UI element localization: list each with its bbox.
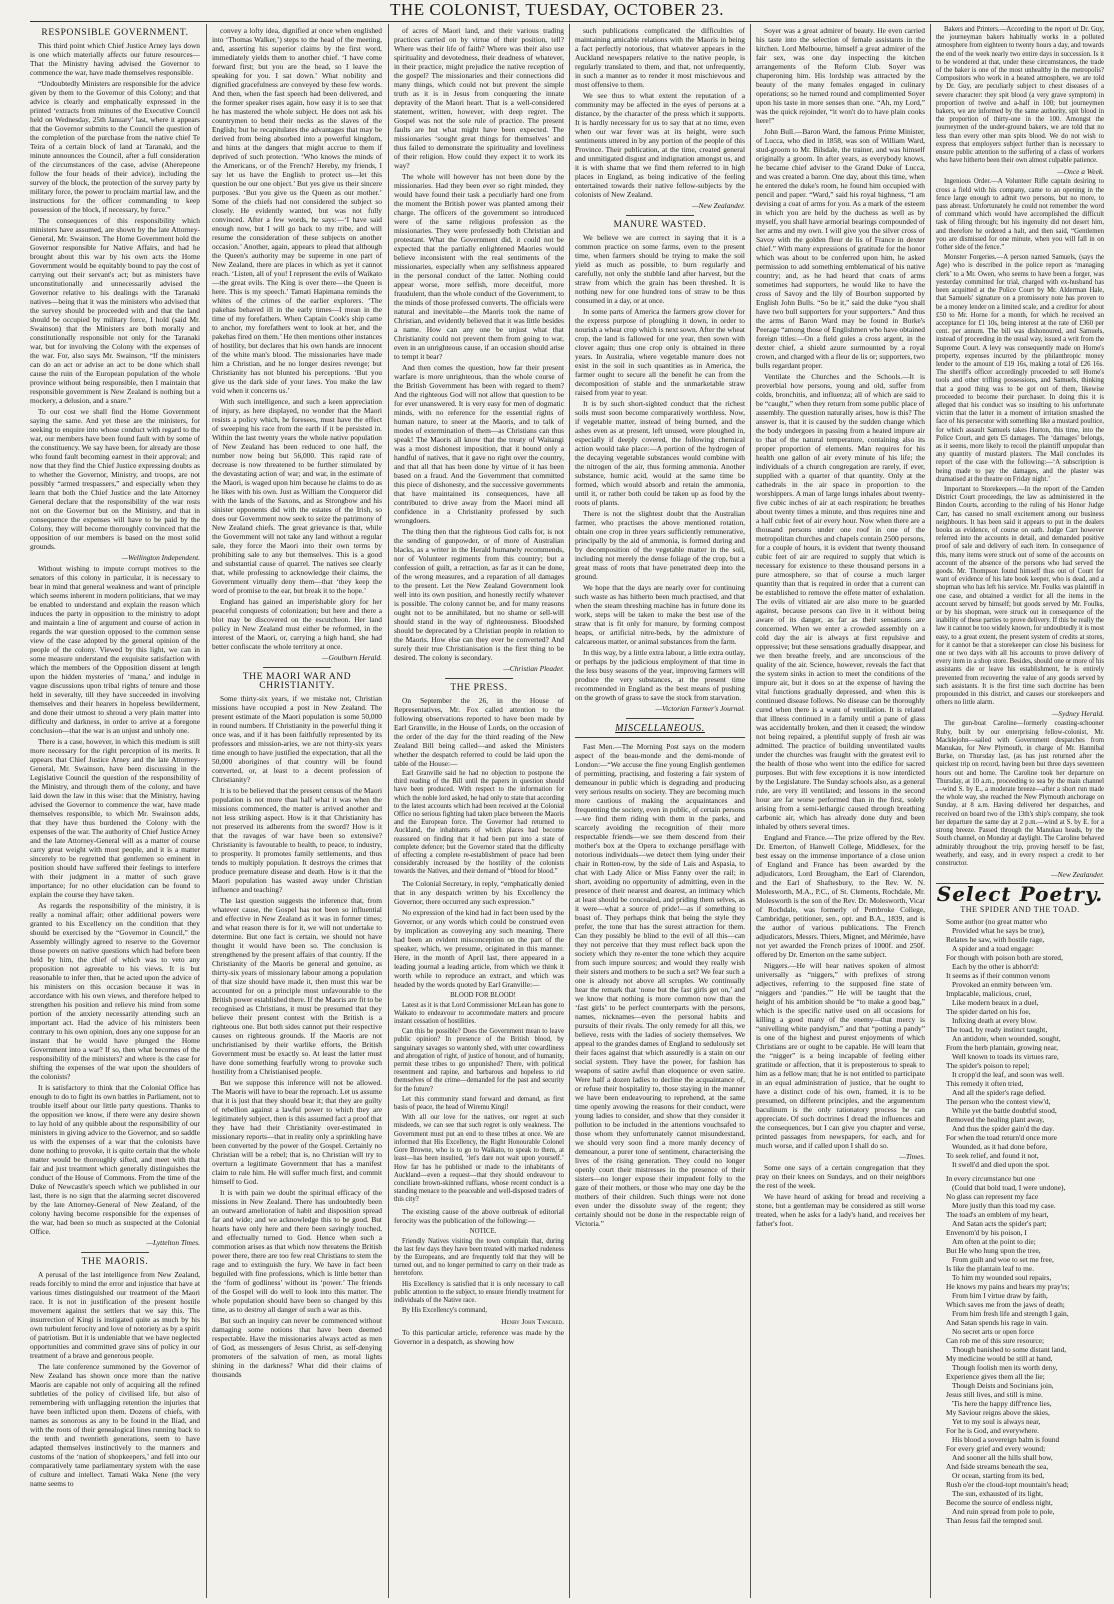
column-3: [394, 26, 564, 1598]
source-byline: —Sydney Herald.: [1051, 709, 1104, 719]
paragraph: Bakers and Printers.—According to the report of Dr. Guy, the journeyman bakers habitually works in a polluted atmosphere from eighteen to twenty hours a day, and towards the end of the week nearly two entire days in succession. Is it to be wondered at that, under these circumstances, the trade of the baker is one of the most unhealthy in the metropolis? Compositors who work in a heated atmosphere, we are told by Dr. Guy, are peculiarly subject to chest diseases of a severe character: they spit blood (a very grave symptom) in proportion of twelve and a-half in 100; but journeymen bakers, we are informed by the same authority, spit blood in the proportion of thirty-one in the 100. Amongst the journeymen of the under-ground bakers, we are told that no less than every other man spits blood. We do not wish to express that employers subject further than is necessary to ensure public attention to the suffering of a class of workers who have hitherto been their own almost culpable patience.: [936, 26, 1104, 165]
article-heading: THE MAORI WAR AND CHRISTIANITY.: [242, 672, 352, 691]
separator: [81, 1252, 149, 1253]
paragraph: Latest as it is that Lord Commissioner McLean has gone to Waikato to endeavour to accommodate matters and procure instant cessation of hostilities.: [394, 1001, 564, 1026]
poem-line: Provided what he says be true),: [952, 926, 1045, 936]
column-divider: [206, 24, 207, 1598]
poem-line: Implacable, malicious, cruel,: [946, 989, 1032, 999]
paragraph: A perusal of the last intelligence from New Zealand, reads forcibly to mind the error and injustice that have at various times distinguished our treatment of the Maori race. It is not in justification of the present hostile movement against the settlers that we say this. The insurrection of Kingi is instigated quite as much by his own turbulent ferocity and love of notoriety as by a spirit of patriotism. But it is undeniable that we have neglected opportunities and committed grave sins of policy in our treatment of a brave and generous people.: [30, 1270, 200, 1360]
poem-line: The spider darted on his foe,: [946, 1007, 1031, 1017]
poem-line: Envenom'd by his poison, I: [946, 1228, 1027, 1238]
column-5: [756, 26, 925, 1598]
paragraph: His Excellency is satisfied that it is only necessary to call public attention to the subject, to ensure friendly treatment for individuals of the Native race.: [394, 1280, 564, 1304]
paragraph: England has gained an imperishable glory for her peaceful conquests of colonization; but here and there a blot may be discovered on the escutcheon. Her land policy in New Zealand must either be reformed, in the interest of the Maori, or, carrying a high hand, she had better confiscate the whole territory at once.: [212, 597, 382, 651]
sub-heading: BLOOD FOR BLOOD!: [450, 991, 516, 999]
paragraph: of acres of Maori land, and their various trading practices carried on by virtue of their position, tell? Where was their life of faith? Where was their also use spirituality and devotedness, their deadness of whatever, in their practice, might prejudice the native reception of the gospel? The missionaries and their connections did many things, which could not but prevent the simple truth as it is in Jesus from conquering the innate depravity of the Maori heart. That is a well-considered statement, written, however, with deep regret. The Gospel was not the sole rule of practice. The present faults are but what might have been expected. The missionaries ‘sought great things for themselves’ and thus failed to demonstrate the spirituality and loveliness of their religion. How could they expect it to work its way?: [394, 26, 564, 170]
source-byline: —Goulburn Herald.: [322, 653, 382, 662]
paragraph: Earl Granville said he had no objection to postpone the third reading of the Bill until the papers in question should have been produced. With respect to the information for which the noble lord asked, he had only to state that according to the latest accounts which had been received at the Colonial Office no serious fighting had taken place between the Maoris and the European force. The Governor had returned to Auckland, the inhabitants of which places had become reassured on finding that it had been put into a state of complete defence; but the Governor stated that the difficulty of effecting a complete re-establishment of peace had been considerably increased by the hostility of the colonists towards the Natives, and their demand of “blood for blood.”: [394, 770, 564, 876]
column-divider: [750, 24, 751, 1598]
paragraph: But such an inquiry can never be commenced without damaging some notions that have been deemed respectable. Have the missionaries always acted as men of God, as messengers of Jesus Christ, as self-denying promoters of the salvation of men, as moral lights shining in the darkness? What did their claims of thousands: [212, 1316, 382, 1379]
poem-line: Rush o'er the cloud-topt mountain's head;: [946, 1480, 1069, 1490]
paragraph: Some thirty-six years, if we mistake not, Christian missions have occupied a post in New Zealand. The present estimate of the Maori population is some 50,000 in round numbers. If Christianity in the powerful thing it once was, and if it has been faithfully represented by its professors and mission-aries, we are not thirty-six years time enough to have justified the expectation, that all the 50,000 aborigines of that country will be found converted, or, at least to a decent profession of Christianity?: [212, 694, 382, 784]
paragraph: such publications complicated the difficulties of maintaining amicable relations with the Maoris in being a fact perfectly notorious, that whatever appears in the Auckland newspapers relative to the native people, is regularly translated to them, and that, not unfrequently, in such a manner as to render it most mischievous and most offensive to them.: [575, 26, 745, 89]
paragraph: With all our love for the natives, our regret at such misdeeds, we can see that such regret is only weakness. The Government must put an end to these tribes at once. We are informed that His Excellency, the Right Honourable Colonel Gore Browne, who is to go to Waikato, to speak to them, at least—has been insulted, ‘let's dare not wait upon yourself.’ How far has he published or made to the inhabitants of Auckland—even a request—that they should endeavour to conciliate brown-skinned ruffians, whose recent conduct is a standing menace to the peaceable and well-disposed traders of this city?: [394, 1114, 564, 1204]
paragraph: There is not the slightest doubt that the Australian farmer, who practises the above mentioned rotation, obtain one crop in three years sufficiently remunerative, principally by the aid of ammonia, is formed during and by decomposition of the vegetable matter in the soil, including not merely the dense foliage of the crop, but a great mass of roots that have penetrated deep into the ground.: [575, 509, 745, 581]
paragraph: Niggers.—He will hear natives spoken of almost universally as “niggers,” with prefixes of strong adjectives, referring to the supposed fine state of “niggers and ‘pandies.’” He will be taught that the height of his ambition should be “to make a good bag,” which is the specific native used on all occasions for killing a good many of the enemy—that mercy is “snivelling white pandyism,” and that “potting a pandy” is one of the highest and purest enjoyments of which Christians are or ought to be capable. He will learn that the “nigger” is a being incapable of feeling either gratitude or affection, that it is preposterous to speak to him as a fellow man; that he is not entitled to participate in an equal administration of justice, that he ought to have a distinct code of his own, framed, it is to be presumed, on different principles, and the argumentum baculinum is the only rationatory process he can appreciate. Of such doctrines I dread the influences and the consequences, but I can give you chapter and verse, printed passages from newspapers, for each, and for much worse, and if called upon I shall do so.: [756, 961, 925, 1150]
article-heading: MANURE WASTED.: [613, 220, 707, 230]
poem-line: The toad, by ready instinct taught,: [946, 1025, 1048, 1035]
paragraph: With such intelligence, and such a keen appreciation of injury, as here displayed, no wonder that the Maori resists a policy which, he foresees, must have the effect of sweeping his race from the earth if it be persisted in. Within the last twenty years the whole native population of New Zealand has been reduced to one half, the number now being but 56,000. This rapid rate of decrease is now threatened to be further stimulated by the devastating action of war; and war, in the estimate of the Maori, is waged upon him because he claims to do as he likes with his own. Just as William the Conqueror did with the lands of the Saxons, and as Strongbow and his sinister opponents did with the estates of the Irish, so does our Government now seek to seize the patrimony of New Zealand chiefs. The great grievance is that, while the Government will not take any land without a regular sale, they force the Maori into their own terms by prohibiting sale to any but themselves. This is a good and substantial cause of quarrel. The natives see clearly that, while professing to acknowledge their claims, the Government virtually deny them—that ‘they keep the word of promise to the ear, but break it to the hope.’: [212, 397, 382, 595]
source-byline: —New Zealander.: [692, 201, 745, 210]
source-byline: —Christian Pleader.: [503, 664, 564, 673]
poem-line: Which saves me from the jaws of death;: [946, 1300, 1065, 1310]
poem-line: And Satan acts the spider's part;: [952, 1219, 1047, 1229]
paragraph: John Bull.—Baron Ward, the famous Prime Minister, of Lucca, who died in 1858, was son of William Ward, stud-groom to Mr. Bilsdale, the trainer, and was himself originally a groom. In after years, as everybody knows, he became chief adviser to the Grand Duke of Lucca, and was created a baron. One day, about this time, when he entered the duke's room, he found him occupied with pencil and paper. “Ward,” said his royal highness, “I am devising a coat of arms for you. As a mark of the esteem in which you are held by the duchess as well as by myself, you shall have armorial bearings compounded of her arms and my own. I will give you the silver cross of Savoy with the golden fleur de lis of France in dexter chief.” With many expressions of gratitude for the honor which was about to be conferred upon him, he asked permission to add something emblematical of his native country; and, as he had heard that coats of arms sometimes had supporters, he would like to have the cross of Savoy and the lily of Bourbon supported by English John Bulls. “So be it,” said the duke “you shall have two bull supporters for your supporters.” And thus the arms of Baron Ward may be found in Burke's Peerage “among those of Englishmen who have obtained foreign titles:—On a field gules a cross argent, in the dexter chief, a shield azure surmounted by a royal crown, and charged with a fleur de lis or; supporters, two bulls regardant proper.: [756, 127, 925, 370]
paragraph: Soyer was a great admirer of beauty. He even carried his taste into the selection of female assistants in the kitchen. Lord Melbourne, himself a great admirer of the fair sex, was one day inspecting the kitchen arrangements of the Reform Club. Soyer was chaperoning him. His lordship was attracted by the beauty of the many females engaged in culinary operations; so he turned round and complimented Soyer upon his taste in more senses than one. “Ah, my Lord,” was the quick rejoinder, “it won't do to have plain cooks here!”: [756, 26, 925, 125]
poem-line: Removed the healing plant away,: [946, 1115, 1045, 1125]
paragraph: The existing cause of the above outbreak of editorial ferocity was the publication of the following:—: [394, 1206, 564, 1225]
article-heading: THE PRESS.: [450, 683, 508, 693]
paragraph: Fast Men.—The Morning Post says on the modern aspect of the beau-monde and the demi-monde of London:—“We accuse the fine young English gentlemen of permitting, practising, and fostering a fair system of demeanour in public which is degrading and producing very serious results on society. They are becoming much more cautious of making the acquaintances and frequenting the society, even in public, of certain persons—we find them riding with them in the parks, and scarcely avoiding the recognition of their more respectable friends—we see them descend from their mother's box at the Opera to exchange persiflage with notorious individuals—we detect them lying under their chair in Rotten-row, by the side of Lais and Aspasia, to chat with Lady Alice or Miss Fanny over the rail; in short, avoiding no opportunity of admitting, even in the presence of their nearest and dearest, an intimacy which at least should be concealed, and priding them selves, as it were—what a source of pride!—as if something to boast of. They perhaps think that being the style they prefer, the tone that has the surest attraction for them. Can they possibly be blind to the evil of all this—can they not perceive that they must reflect back upon the society which they re-enter the tone which they acquire from such impure sources; and would they really wish their sisters and mothers to be such a set? We fear such a one is already not above all scruples. We continually hear the remark that ‘none but the fast girls get on,’ and we know that nothing is more common now than the ‘fast girls’ to be perfect counterparts with the persons, names, nicknames—even the personal habits and pursuits of their rivals. The only remedy for all this, we believe, rests with the ladies of society themselves. We appeal to the grandes dames of England to sedulously set their faces against that which assuredly is a stain on our social system. They have the power, for fashion has weapons of satire awful than eloquence or even satire. Were half a dozen ladies to decline the acquaintance of, or refuse their hospitality to, those staying in the manner we have been endeavouring to reprehend, at the same time openly avowing the reasons for their conduct, were young ladies to consider, and show that they consider it pollution to be included in the attentions vouchsafed to those whom they unfortunately cannot misunderstand, we should very soon find a more manly decency of demeanour, a purer tone of sentiment, characterising the lives of the rising generation. They could no longer openly court their mistresses in the presence of their sisters—no longer expose their impudent folly to the gaze of their mothers, or those who may one day be the mothers of their children. Such things were not done even under the dissolute sway of the regent; they certainly should not be done in the respectable reign of Victoria.”: [575, 742, 745, 1228]
paragraph: Can this be possible? Does the Government mean to leave public opinion? In presence of the British blood, by sanguinary savages so wantonly shed, with utter cowardliness and abrogation of right, of justice of honour, and of humanity, permit these tribes to go unpunished? There, with political resentment and rapine, and barbarous and hopeless to rid themselves of the crime—demanded for the past and security for the future?: [394, 1028, 564, 1093]
poem-line: The toad's an emblem of my heart,: [946, 1210, 1049, 1220]
poem-line: From guilt and woe to set me free,: [952, 1255, 1054, 1265]
poem-line: My Saviour reigns above the skies,: [946, 1408, 1050, 1418]
poem-line: Can rob me of this sure resource;: [946, 1336, 1045, 1346]
poem-line: But He who hung upon the tree,: [946, 1246, 1041, 1256]
masthead-rule: [30, 21, 1104, 22]
paragraph: In this way, by a little extra labour, a little extra outlay, or perhaps by the judicious employment of that time in the less busy seasons of the year, improving farmers will produce the very substances, at the present time recommended in England as the best means of pushing on the growth of grass to save the stock from starvation.: [575, 648, 745, 702]
paragraph: We hope that the days are nearly over for continuing such waste as has hitherto been much practised, and that when the steam threshing machine has in future done its work, steps will be taken to make the best use of the straw that is fit only for manure, by forming compost heaps, or artificial nitre-beds, by the admixture of calcareous matter, or animal substances from the farm.: [575, 583, 745, 646]
poem-line: And fside streams beneath the sea,: [946, 1462, 1049, 1472]
poem-line: The sun, exhausted of its light,: [952, 1489, 1043, 1499]
poem-line: Or ocean, starting from its bed,: [952, 1471, 1045, 1481]
column-1: [30, 26, 200, 1598]
poem-line: 'Tis here the happy diff'rence lies,: [952, 1399, 1052, 1409]
poem-line: Jesus still lives, and still is mine.: [946, 1390, 1043, 1400]
separator: [626, 215, 694, 216]
poem-line: More justly than this toad my case.: [952, 1201, 1056, 1211]
poem-line: And Satan spends his rage in vain.: [946, 1318, 1049, 1328]
poem-line: He knows my pains and hears my pray'rs;: [946, 1282, 1070, 1292]
poem-line: Is like the plantain leaf to me.: [946, 1264, 1035, 1274]
poem-line: In every circumstance but one: [946, 1174, 1036, 1184]
separator: [575, 737, 745, 738]
paragraph: Ingenious Order.—A Volunteer Rifle captain desiring to cross a field with his company, came to an opening in the fence large enough to admit two persons, but no more, to pass abreast. Unfortunately he could not remember the word of command which would have accomplished the difficult task of filing through; but his ingenuity did not desert him, and therefore he ordered a halt, and then said, “Gentlemen you are dismissed for one minute, when you will fall in on t'other side of the fence.”: [936, 178, 1104, 252]
poem-line: Each by the other is abhorr'd:: [952, 962, 1039, 972]
poem-line: Some author (no great matter who: [946, 917, 1048, 927]
source-byline: —Times.: [899, 1152, 925, 1161]
poem-line: And sooner all the hills shall bow,: [952, 1453, 1053, 1463]
poem-line: No glass can represent my face: [946, 1192, 1039, 1202]
paragraph: It is with pain we doubt the spiritual efficacy of the missions in New Zealand. There has undoubtedly been an outward amelioration of habit and disposition spread far and wide; and we acknowledge this to be good. But hearts have only here and there been savingly touched, and effectually turned to God. Hence when such a commotion arises as that which now threatens the British power there, there are too few real Christians to stem the rage and to extinguish the fury. We have in fact been beguiled with fine professions, which is little better than the ‘form of godliness’ without its ‘power.’ The friends of the Gospel will do well to look into this matter. The whole population should have been so changed by this time, as to destroy all danger of such a war as this.: [212, 1188, 382, 1314]
paragraph: By His Excellency's command,: [402, 1307, 488, 1315]
paragraph: We have heard of asking for bread and receiving a stone, but a gentleman may be considered as still worse treated, when he asks for a lady's hand, and receives her father's foot.: [756, 1192, 925, 1228]
poem-line: My medicine would be still at hand,: [946, 1354, 1053, 1364]
separator: [626, 718, 694, 719]
section-heading-miscellaneous: MISCELLANEOUS.: [615, 723, 705, 734]
paragraph: We believe we are correct in saying that it is a common practice on some farms, even to the present time, when farmers should be trying to make the soil yield as much as possible, to burn regularly and carefully, not only the stubble land after harvest, but the straw from which the grain has been threshed. It is nothing new for one hundred tons of straw to be thus consumed in a day, or at once.: [575, 233, 745, 305]
source-byline: —Lyttelton Times.: [146, 1238, 200, 1247]
poem-line: Relates he saw, with hostile rage,: [946, 935, 1045, 945]
column-divider: [569, 24, 570, 1598]
separator: [263, 667, 331, 668]
poem-line: It swell'd and died upon the spot.: [952, 1160, 1050, 1170]
paragraph: In some parts of America the farmers grow clover for the express purpose of ploughing it down, in order to nourish a wheat crop which is next sown. After the wheat crop, the land is fallowed for one year, then sown with clover again; thus one crop only is obtained in three years. In Australia, where vegetable manure does not exist in the soil in such quantities as in America, the farmer ought to secure all the benefit he can from the decomposition of stable and the unmarketable straw raised from year to year.: [575, 307, 745, 397]
separator: [445, 678, 513, 679]
poem-line: Well known to toads its virtues rare,: [952, 1052, 1059, 1062]
paragraph: Friendly Natives visiting the town complain that, during the last few days they have been treated with marked rudeness by the Europeans, and are frequently told that they will be turned out, and no longer permitted to carry on their trade as heretofore.: [394, 1237, 564, 1278]
masthead: [0, 0, 1114, 20]
poem-line: Experience gives them all the lie;: [946, 1372, 1045, 1382]
section-heading-select-poetry: Select Poetry.: [936, 882, 1104, 907]
poem-line: Become the source of endless night,: [946, 1498, 1053, 1508]
poem-line: Yet to my soul is always near,: [952, 1417, 1041, 1427]
poem-line: A spider and a toad engage:: [952, 944, 1034, 954]
paragraph: The last question suggests the inference that, from whatever cause, the Gospel has not been so influential and effective in New Zealand as it was in former times; and what reason there is for it, we will not undertake to determine. But one fact is certain, we should not have thought it would have been so. The conclusion is strengthened by the present affairs of that country. If the Christianity of the Maoris be general and genuine, as thirty-six years of missionary labour among a population of that size should have made it, then must this war be accounted for on a principle most unfavourable to the British power established there. If the Maoris are fit to be recognised as Christians, it must be presumed that they believe their present contest with the British is a righteous one. But both sides cannot put their respective causes on righteous grounds. If the Maoris are not unchristianised by their warlike efforts, the British Government must be exactly so. At least the latter must have done something fearfully wrong to provoke such hostility from a Christianised people.: [212, 896, 382, 1076]
poem-line: For though with poison both are stored,: [946, 953, 1063, 963]
poem-line: From him I virtue draw by faith,: [952, 1291, 1048, 1301]
paragraph: Without wishing to impute corrupt motives to the senators of this colony in particular, it is necessary to bear in mind that general weakness and want of principle which seems inherent in modern politicians, that we may be enabled to understand and explain the reason which induces the party in opposition to the ministry to adopt and maintain a line of argument and course of action in regards the war question opposed to the common sense view of the case adopted by the general opinion of the people of the colony. Viewed by this light, we can in some measure understand the exquisite satisfaction with which the members of the Opposition dissent at length upon the hidden mysteries of ‘mana,’ and indulge in vague discussions upon tribal rights of tenure and those held in severalty, till they have succeeded in involving themselves and their hearers in hopeless bewilderment, and done their utmost to shroud a very plain matter into difficulty and darkness, in order to arrive at a foregone conclusion—that the war is an unjust and unholy one.: [30, 564, 200, 735]
paragraph: The thing then that the righteous God calls for, is not the sending of gunpowder, or of more of Australian blacks, as a writer in the Herald humanely recommends, nor of Volunteer regiments from this country; but a confession of guilt, a retraction, as far as it can be done, of the wrong measures, and a reparation of all damages to the present. Let the New Zealand Government look well into its own position, and honestly rectify whatever is possible. The colony cannot be, and for many reasons ought not to be annihilated, but no shame or sell-will should stand in the way of righteousness. Bloodshed should be deprecated by a Christian people in relation to the Maoris. How else can they ever be converted? And surely their true Christianisation is the first thing to be desired. The colony is secondary.: [394, 527, 564, 662]
paragraph: Ventilate the Churches and the Schools.—It is proverbial how persons, young and old, suffer from colds, bronchitis, and influenza; all of which are said to be “caught,” when they return from some public place of assembly. The question naturally arises, how is this? The answer is, that it is caused by the sudden change which the body undergoes in passing from a heated impure air to that of the natural temperature, containing also its proper proportion of elements. Man requires for his health one gallon of air every minute of his life; the individuals of a church congregation are rarely, if ever, supplied with a quarter of that quantity. Only at the cathedrals in the air space in proportion to the worshippers. A man of large lungs inhales about twenty-five cubic inches of air at each respiration; he breathes about twenty times a minute, and thus requires nine and a half cubic feet of air every hour. Now when there are a thousand persons under one roof in one of the metropolitan churches and chapels contain 2500 persons, for a couple of hours, it is evident that twenty thousand cubic feet of air are required to supply that which is necessary for existence to these thousand persons in a pure atmosphere, so that of course a much larger quantity than that is required in order that a current can be established to remove the effete matter of exhalation. The evils of vitiated air are also more to be guarded against, because persons can live in it without being aware of its danger, as far as their sensations are concerned. When we enter a crowded assembly on a cold day the air is always at first repulsive and oppressive; but these sensations gradually disappear, and we then breathe freely, and are unconscious of the quality of the air. Science, however, reveals the fact that the system sinks in action to meet the conditions of the impure air, but it does so at the expense of having the vital functions gradually depressed, and when this is continued disease follows. No disease can be thoroughly cured when there is a want of ventilation. It is related that illness continued in a family until a pane of glass was accidentally broken, and then it ceased; the window not being repaired, a plentiful supply of fresh air was admitted. The practice of building unventilated vaults under the churches was fraught with the greatest evil to the health of those who went into the edifice for sacred purposes. But with few exceptions it is now interdicted by the Legislature. The Sunday schools also, as a general rule, are very ill ventilated; and lessons in the second hour are far worse performed than in the first, solely arising from a semi-lethargic caused through breathing carbonic air, which has already done duty and been inhaled by others several times.: [756, 372, 925, 831]
poem-line: For when the toad return'd once more: [946, 1133, 1057, 1143]
notice-heading: NOTICE.: [469, 1227, 497, 1235]
paragraph: To this particular article, reference was made by the Governor in a despatch, as showing how: [394, 1328, 564, 1347]
poem-line: Though foolish men its worth deny,: [952, 1363, 1058, 1373]
poem-line: The person who the contest view'd,: [946, 1097, 1051, 1107]
newspaper-title: THE COLONIST, TUESDAY, OCTOBER 23.: [390, 0, 724, 19]
column-6: [936, 26, 1104, 1598]
poem-line: His blood a sovereign balm is found: [952, 1435, 1060, 1445]
paragraph: We see thus to what extent the reputation of a community may be affected in the eyes of persons at a distance, by the character of the press which it supports. It is hardly necessary for us to say that at no time, even when our war fever was at its height, were such sentiments uttered in by any portion of the people of this Province. Their publication, at the time, created general and unmitigated disgust and indignation amongst us, and it is with shame that we find them referred to in high places in England, as being indicative of the feeling entertained towards their native fellow-subjects by the colonists of New Zealand.: [575, 91, 745, 199]
paragraph: It is to be believed that the present census of the Maori population is not more than half what it was when the missions commenced, the matter is arrived another and not less striking aspect. How is it that Christianity has not preserved its adherents from the sword? How is it that the ravages of war have been so extensive? Christianity is favourable to health, to peace, to industry, to prosperity. It promotes family settlements, and thus tends to multiply population. It destroys the crimes that produce premature disease and death. How is it that the Maori population has wasted away under Christian influence and teaching?: [212, 786, 382, 894]
column-divider: [388, 24, 389, 1598]
paragraph: As regards the responsibility of the ministry, it is really a nominal affair; other additional powers were granted to his Excellency on the condition that they should be exercised by the “Governor in Council,” the Assembly willingly agreed to reserve to the Governor those powers on native questions which had before been held by him, the chief of which was to veto any proposition not agreeable to his views. It is but reasonable to infer then, that he acted upon the advice of his ministers on this occasion because it was in accordance with his own views, and therefore helped to strengthen his position and relieve his mind from some portion of the anxiety necessarily attending such an important act. Had the advice of his ministers been contrary to his own opinion, does any one suppose for an instant that he would have plunged the Home Government into a war? If so, then what becomes of the responsibility of the ministers? and where is the case for shifting the expenses of the war upon the shoulders of the colonists?: [30, 901, 200, 1081]
article-heading: THE MAORIS.: [81, 1257, 149, 1267]
poem-line: Provoked an enmity between 'em.: [952, 980, 1053, 990]
poem-line: And thus the spider gain'd the day.: [952, 1124, 1055, 1134]
paragraph: convey a lofty idea, dignified at once when englished into ‘Thomas Walker,’) steps to the head of the meeting, and, asserting his superior claims by the first word, immediately yields them to another chief. ‘I have come forward first; but you are the head, so I leave the speaking for you. I sat down.’ What nobility and dignified gracefulness are conveyed by these few words. And then, when the fast speech had been delivered, and the former speaker rises again, how easy it is to see that he has mastered the whole subject. He does not ask his countrymen to bend their necks as the slaves of the English; but he recapitulates the advantages that may be derived from being absorbed into a powerful kingdom, and hints at the dangers that might accrue to them if deprived of such protection. ‘Who knows the minds of the Americans, or of the French? Hereby, my friends, I say let us have the English to protect us—let this question be our one object.’ But yes give us their sincere purposes. ‘But you give us the Queen as our mother.’ Some of the chiefs had not considered the subject so closely. He evidently wanted, but was not fully convinced. After a few words, he says:—‘I have said enough now, but I will go back to my tribe, and will resume the consideration of these subjects on another occasion.’ Another, again, appears to plead that although the Queen's authority may be supreme in one part of New Zealand, there are places in which as yet it cannot reach. ‘Listen, all of you! I represent the evils of Waikato—the great evils. The King is over there—the Queen is here. This is my speech.’ Tamati Hapimana reminds the whites of the crimes of the earlier explorers. ‘The pakehas behaved ill in the early times—I mean in the time of my forefathers. When Captain Cook's ship came to anchor, my forefathers went to look at her, and the pakehas fired on them.’ He then mentions other instances of hostility, but declares that his own hands are innocent of the white man's blood. The missionaries have made him a Christian, and he no longer desires revenge; but Christianity has not blunted his perceptions. ‘But you give us the dark side of your laws. You make the law void when it concerns us.’: [212, 26, 382, 395]
poem-line: This remedy it often tried,: [946, 1079, 1024, 1089]
poem-line: Infixing death at every blow.: [952, 1016, 1038, 1026]
paragraph: Monster Forgeries.—A person named Samuels, (says the Age) who is described in the police report as ‘managing clerk’ to a Mr. Owen, who seems to have been a forger, was yesterday committed for trial, charged with ex-husband has been acquitted at the Police Court by Mr. Alderman Hale, that Samuels' signature on a promissory note has proven to be a money lender on a limited scale, and a creditor for about £50 to Mr. Horne for a month, for which he received an acceptance for £1 10s, being interest at the rate of £360 per cent. per annum. The bill was dishonoured, and Samuels, instead of proceeding in the usual way, issued a writ from the Supreme Court. A levy was consequently made on Horne's property, expenses incurred by the philanthropic money lender to the amount of £19 16s, making a total of £26 16s. The sheriff's officer accordingly proceeded to sell Horne's tools and other trifling possessions, and Samuels, thinking that a good thing was to be got out of them, likewise proceeded to become their purchaser. In doing this it is alleged that his conduct was so insulting to his unfortunate victim that the latter in a moment of irritation smashed the face of his persecutor with something like a mustard poultice, for which assault Samuels takes Horton, this time, into the Police Court, and gets £5 damages. The ‘damages’ belongs, as it seems, more likely to recoil the plaintiff unpopular than any quantity of mustard plasters. The Mail concludes its report of the case with the following:—‘A subscription is being made to pay the damages, and the plaster was dramatised at the theatre on Friday night.’: [936, 254, 1104, 483]
signature: Henry John Tancred.: [501, 1317, 564, 1327]
poem-line: To seek relief, and found it not,: [946, 1151, 1039, 1161]
source-byline: —Victorian Farmer's Journal.: [655, 704, 745, 713]
poem-line: (Could that bold toad, I were undone),: [952, 1183, 1066, 1193]
paragraph: On September the 26, in the House of Representatives, Mr. Fox called attention to the following observations reported to have been made by Earl Granville, in the House of Lords, on the occasion of the order of the day for the third reading of the New Zealand Bill being called—and asked the Ministers whether the despatch referred to could be laid upon the table of the House:—: [394, 696, 564, 768]
source-byline: —Wellington Independent.: [121, 553, 200, 562]
paragraph: To our cost we shall find the Home Government saying the same. And yet these are the ministers, for seeking to enquire into whose conduct with regard to the war, our members have been found fault with by some of the constituency. We say have been, for already are those who found fault becoming earnest in their approval; and now that they find the Chief Justice expressing doubts as to whether the Governor, Ministry, and troops, are not possibly “armed trespassers,” and especially when they learn that both the Chief Justice and the late Attorney General declare that the responsibility of the war rests not on the Governor but on the Ministry, and that in consequence the expenses will have to be paid by the Colony, they will become thoroughly convinced that the opposition of our members is based on the most solid grounds.: [30, 407, 200, 551]
poem-line: While yet the battle doubtful stood,: [952, 1106, 1057, 1116]
poem-line: And all the spider's rage defied.: [952, 1088, 1046, 1098]
paragraph: The whole will however has not been done by the missionaries. Had they been ever so right minded, they would have found their task a peculiarly hard one from the moment the British power was planted among their charge. The officers of the government so introduced were of the same religious profession as the missionaries. They were professedly both Christian and protestant. What the Government did, it could not be expected that the partially enlightened Maories would believe inconsistent with the real sentiments of the missionaries, especially when any selfishness appeared in the personal conduct of the latter. Nothing could appear worse, more selfish, more deceitful, more fraudulent, than the whole conduct of the Government, to the minds of those professed converts. The officials were natural and inevitable—the Maoris took the name of Christian, and evidently believed that it was little besides a name. How can any one be unjust what that Christianity could not prevent them from going to war, even in an unrighteous cause, if an occasion should arise to tempt it bear?: [394, 172, 564, 361]
poem-line: Am often at the point to die;: [952, 1237, 1036, 1247]
column-4: [575, 26, 745, 1598]
paragraph: There is a case, however, in which this medium is still more necessary for the right perception of its merits. It appears that Chief Justice Arney and the late Attorney-General, Mr. Swainson, have been discussing in the Legislative Council the question of the responsibility of the Ministry, and through them of the colony, and have laid down the law in this wise: that the Ministry, having advised the Governor to commence the war, have made themselves responsible, to which Mr. Swainson adds, that they have thus burdened the Colony with the expenses of the war. The authority of Chief Justice Arney and the late Attorney-General will as a matter of course carry great weight with most people, and it is a matter sincerely to be regretted that gentlemen so eminent in position should have suffered their feelings to interfere with their judgment in a matter of such grave importance; for no other elucidation can be found to explain the course they have taken.: [30, 737, 200, 899]
paragraph: No expression of the kind had in fact been used by the Governor, or any words which could be construed even by implication as conveying any such meaning. There had been an evident misconception on the part of the speaker, which, we presume, originated in this manner. Here, in the month of April last, there appeared in a leading journal a leading article, from which we think it worth while to reproduce an extract, and which was headed by the words quoted by Earl Granville:—: [394, 907, 564, 989]
paragraph: Important to Storekeepers.—In the report of the Camden District Court proceedings, the law as administered in the Bindon Courts, according to the ruling of his Honor Judge Carr, has caused no small excitement among our business neighbours. It has been said it appears to put in the dealers books as evidence, of course on oath. Judge Carr however referred into the accounts in detail, and demanded positive proof of sale and delivery of each item. In consequence of this, many items were struck out of some of the accounts on account of the absence of the persons who had served the goods. Mr. Thompson found himself thus out of Court for want of evidence of his late book keeper, who is dead, and a shopman who has left his service. Mr. Foulks was plaintiff in one case, and obtained a verdict for all the items in the account served by himself; but goods served by Mr. Foulks, or by his shopman, were struck out in consequence of the inability of these parties to prove delivery. If this be really the law it cannot be too widely known, for undoubtedly it is most easy, to a great extent, the present system of credits at stores, for it cannot be that a storekeeper can close his business for one or two days with all his accounts to prove delivery of every item in a shop store. Besides, should one or more of his assistants die or leave his establishment, he is entirely prevented from recovering the value of any goods served by such assistants. It is the first time such doctrine has been propounded in this district, and causes our storekeepers and others no little alarm.: [936, 485, 1104, 707]
paragraph: But we suppose this inference will not be allowed. The Maoris will have to bear the reproach. Let us assume that it is just that they should bear it; that they are guilty of rebellion against a lawful power to which they are legitimately subject, then is this assumed fact a proof that they have had their Christianity over-estimated in missionary reports—that in reality only a sprinkling have been converted by the power of the Gospel. Certainly no Christian will be a rebel; that is, no Christian will try to overturn a legitimate Government that has a manifest claim to rule him. He will suffer much first, and commit himself to God.: [212, 1078, 382, 1186]
poem-title: THE SPIDER AND THE TOAD.: [960, 905, 1080, 915]
column-2: [212, 26, 382, 1598]
article-heading: RESPONSIBLE GOVERNMENT.: [41, 28, 189, 38]
paragraph: The late conference summoned by the Governor of New Zealand has shown once more than the native Maoris are capable not only of acquiring all the refined subtleties of the policy of civilised life, but also of remembering with unflagging retention the injuries that have been inflicted upon them. Dozens of chiefs, with names as sonorous as any to be found in the Iliad, and with the roots of their genealogical lines running back to the tenth and twentieth generations, seem to have adapted themselves instinctively to the manners and customs of the ‘nation of shopkeepers,’ and fell into our comparatively tame parliamentary system with the ease of culture and intellect. Tamati Waka Nene (the very name seems to: [30, 1362, 200, 1488]
poem-line: An antidote, when wounded, sought,: [952, 1034, 1061, 1044]
paragraph: It is by such short-sighted conduct that the richest soils must soon become comparatively worthless. Now, if vegetable matter, instead of being burned, and the ashes even as at present, left unused, were ploughed in, especially if deeply covered, the following chemical action would take place:—A portion of the hydrogen of the decaying vegetable substances would combine with the nitrogen of the air, thus forming ammonia. Another substance, humic acid, would at the same time be formed, which would absorb and retain the ammonia, until it, or rather both could be taken up as food by the roots of plants.: [575, 399, 745, 507]
poem-line: Though Deists and Socinians join,: [952, 1381, 1054, 1391]
poem: [936, 917, 1104, 1525]
poem-line: Than Jesus fail the tempted soul.: [946, 1516, 1043, 1526]
paragraph: And then comes the question, how far their present warfare is more unrighteous, than the whole course of the British Government has been with regard to them? And the righteous God will not allow that question to be for ever unanswered. It is very easy for men of dogmatic minds, with no reference for the essential rights of human nature, to sneer at the Maoris, and to talk of modes of extermination of them—as Christians can thus speak! The Maoris all know that the treaty of Waitangi was a most dishonest imposition, that it bound only a handful of natives, that it gave no right over the country, and that all that has been done by virtue of it has been based on a fraud. And the Government that committed this piece of dishonesty, and the successive governments that have maintained its consequences, have all contributed to drive away from the Maori mind all confidence in a Christianity professed by such wrongdoers.: [394, 363, 564, 525]
poem-line: Wounded, as it had done before,: [952, 1142, 1048, 1152]
paragraph: England and France.—The prize offered by the Rev. Dr. Emerton, of Hanwell College, Middlesex, for the best essay on the immense importance of a close union of England and France has been awarded by the adjudicators, Lord Brougham, the Earl of Clarendon, and the Earl of Shaftesbury, to the Rev. W. N. Molesworth, M.A., P.C., of St. Clements, Rochdale, Mr. Molesworth is the son of the Rev. Dr. Molesworth, Vicar of Rochdale, was formerly of Pembroke College, Cambridge, petitioner, sen., opt. and B.A., 1839, and is the author of various publications. The French adjudicators, Messrs. Thiers, Mignet, and Mérimée, have not yet awarded the French prizes of 1000f. and 250f. offered by Dr. Emerton on the same subject.: [756, 833, 925, 959]
poem-line: From the herb plantain, growing near,: [946, 1043, 1058, 1053]
poem-line: No secret arts or open force: [952, 1327, 1034, 1337]
paragraph: Some one says of a certain congregation that they pray on their knees on Sundays, and on their neighbors the rest of the week.: [756, 1163, 925, 1190]
paragraph: The consequences of this responsibility which ministers have assumed, are shown by the late Attorney-General, Mr. Swainson. The Home Government hold the Governor responsible for Native Affairs, and had he brought about this war by his own acts the Home Government would be equitably bound to pay the cost of carrying out their servant's act; but as ministers have unconstitutionally and unnecessarily advised the Governor relative to his dealings with the Taranaki natives—being that it was the ministers who advised that the survey should be proceeded with and that the land should be occupied by military force, I hold (said Mr. Swainson) that the Ministers are both morally and constitutionally responsible not only for the Taranaki war, but for involving the Colony with the expenses of the war. For, also says Mr. Swainson, “If the ministers can do an act or advise an act to be done which shall cause the ruin of the European population of the whole province without being responsible, then I maintain that responsible government is New Zealand is nothing but a mockery, a delusion, and a snare.”: [30, 216, 200, 405]
poem-line: For he is God, and everywhere.: [946, 1426, 1039, 1436]
poem-line: It seems as if their common venom: [946, 971, 1050, 981]
poem-line: And ruin spread from pole to pole,: [952, 1507, 1055, 1517]
source-byline: —New Zealander.: [1051, 870, 1104, 880]
paragraph: It is satisfactory to think that the Colonial Office has enough to do to fight its own battles in Parliament, not to trouble itself about our little party questions. Thanks to the opposition we know, if there were any desire shown to lay hold of any quibble about the responsibility of our ministers in giving advice to the Governor, and so saddle us with the expenses of a war that the colonists have done nothing to provoke, it is quite certain that the whole matter would be thoroughly sifted, and meet with that fair and just treatment which generally distinguishes the conduct of the House of Commons. From the time of the Duke of Newcastle's speech which we published in our last, there is no sign that the alarming secret discovered by the late Attorney-General of New Zealand, of the colony having become responsible for the expenses of the war, had been so much as suspected at the Colonial Office.: [30, 1083, 200, 1236]
poem-line: For every grief and every wound;: [946, 1444, 1046, 1454]
paragraph: “Undoubtedly Ministers are responsible for the advice given by them to the Governor of this Colony; and that advice is clearly and emphatically expressed in the printed ‘extracts from minutes of the Executive Council held on Wednesday, 25th January’ last, where it appears that the Governor submits to the Council the question of the completion of the purchase from the native chief Te Teira of a certain block of land at Taranaki, and the minute announces the Council, after a full consideration of the circumstances of the case, advise (Aherepeone follow the four heads of their advice), including the survey of the block, the protection of the survey party by military force, the power to proclaim martial law, and the instructions for the officer commanding to keep possession of the block, if necessary, by force.”: [30, 79, 200, 214]
poem-line: The spider's poison to repel;: [946, 1061, 1030, 1071]
column-divider: [930, 24, 931, 1598]
paragraph: This third point which Chief Justice Arney lays down is one which materially affects our future resources—That the Ministry having advised the Governor to commence the war, have made themselves responsible.: [30, 41, 200, 77]
poem-line: Though banished to some distant land,: [952, 1345, 1067, 1355]
paragraph: The gun-boat Caroline—formerly coasting-schooner Ruby, built by our enterprising fellow-colonist, Mr. Macklejohn—sailed with Government despatches from Manukau, for New Plymouth, in charge of Mr. Hannibal Burke, on Thursday last, (as has just returned after the quickest trip on record, having been but three days seventeen hours out and home. The Caroline took her departure on Thursday, at 10 a.m., proceeding to sea by the main channel—wind S. by E., a moderate breeze—after a short run made the whole way, she reached the New Plymouth anchorage on Sunday, at 8 a.m. Having delivered her despatches, and received on board two of the 13th's ship's company, she took her departure the same day at 2 p.m.—wind at S. by E. for a strong breeze. Passed through the Manukau heads, by the South channel, on Monday at daylight. The Caroline behaved admirably throughout the trip, proving herself to be fast, weatherly, and easy, and in every respect a credit to her constructor.: [936, 720, 1104, 867]
paragraph: The Colonial Secretary, in reply, “emphatically denied that in any despatch written by his Excellency the Governor, there occurred any such expression.”: [394, 878, 564, 906]
source-byline: —Once a Week.: [1057, 167, 1104, 177]
paragraph: Let this community stand forward and demand, as first basis of peace, the head of Wiremu Kingi!: [394, 1095, 564, 1112]
poem-line: Like modern beaux in a duel,: [952, 998, 1039, 1008]
poem-line: From him fresh life and strength I gain,: [952, 1309, 1069, 1319]
poem-line: It cropp'd the leaf, and soon was well.: [952, 1070, 1064, 1080]
poem-line: To him my wounded soul repairs,: [952, 1273, 1052, 1283]
